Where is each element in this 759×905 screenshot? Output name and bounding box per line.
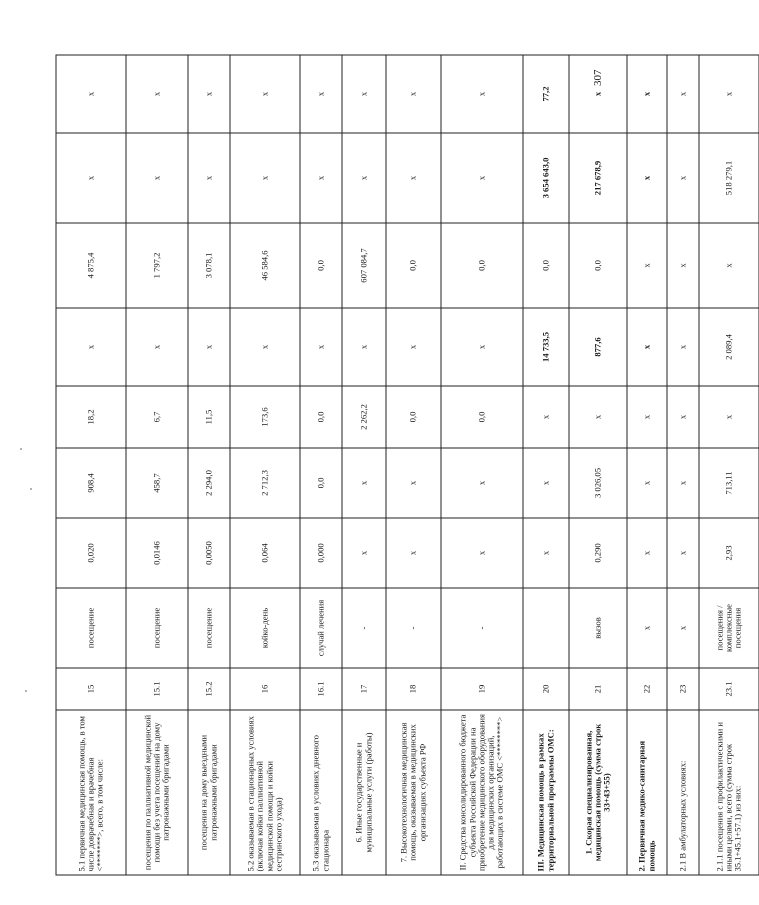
- page-number: 307: [592, 69, 604, 86]
- row-label: II. Средства консолидированного бюджета субъекта Российской Федерации на приобретение медицинского оборудования для медицинских организаций, работающих в системе ОМС <********>: [441, 710, 523, 875]
- value-cell: 173,6: [230, 386, 300, 448]
- unit-cell: -: [441, 588, 523, 668]
- value-cell: 2 262,2: [342, 386, 386, 448]
- table-row: [569, 55, 627, 875]
- unit-cell: койко-день: [230, 588, 300, 668]
- unit-cell: x: [627, 588, 667, 668]
- unit-cell: вызов: [569, 588, 627, 668]
- value-cell: x: [667, 448, 699, 518]
- value-cell: x: [300, 133, 342, 223]
- row-number: 17: [342, 668, 386, 710]
- value-cell: 0,0: [386, 386, 441, 448]
- value-cell: 77,2: [523, 55, 569, 133]
- value-cell: 0,0: [386, 223, 441, 308]
- unit-cell: [523, 588, 569, 668]
- table-row: [386, 55, 441, 875]
- value-cell: x: [126, 55, 188, 133]
- unit-cell: x: [667, 588, 699, 668]
- table-row: [56, 55, 126, 875]
- value-cell: 2 294,0: [188, 448, 230, 518]
- value-cell: 908,4: [56, 448, 126, 518]
- row-label: 2.1.1 посещения с профилактическими и иными целями, всего (сумма строк 35.1+45.1+57.1) из них:: [699, 710, 759, 875]
- value-cell: x: [523, 386, 569, 448]
- table-row: [627, 55, 667, 875]
- row-number: 15: [56, 668, 126, 710]
- value-cell: x: [569, 55, 627, 133]
- table-row: [699, 55, 759, 875]
- value-cell: 0,0: [569, 223, 627, 308]
- unit-cell: посещение: [56, 588, 126, 668]
- table-body: [56, 55, 759, 875]
- row-label: 6. Иные государственные и муниципальные услуги (работы): [342, 710, 386, 875]
- value-cell: 2 712,3: [230, 448, 300, 518]
- value-cell: x: [56, 308, 126, 386]
- value-cell: 0,064: [230, 518, 300, 588]
- value-cell: x: [56, 55, 126, 133]
- unit-cell: посещение: [188, 588, 230, 668]
- table-row: [188, 55, 230, 875]
- row-label: посещения по паллиативной медицинской помощи без учета посещений на дому патронажными бригадами: [126, 710, 188, 875]
- value-cell: x: [441, 518, 523, 588]
- value-cell: x: [667, 133, 699, 223]
- value-cell: 6,7: [126, 386, 188, 448]
- value-cell: x: [627, 223, 667, 308]
- row-number: 20: [523, 668, 569, 710]
- value-cell: x: [667, 308, 699, 386]
- row-number: 18: [386, 668, 441, 710]
- row-number: 16.1: [300, 668, 342, 710]
- unit-cell: посещения / комплексные посещения: [699, 588, 759, 668]
- value-cell: x: [386, 448, 441, 518]
- value-cell: 0,0146: [126, 518, 188, 588]
- value-cell: x: [523, 448, 569, 518]
- value-cell: 0,000: [300, 518, 342, 588]
- value-cell: x: [342, 308, 386, 386]
- value-cell: x: [230, 55, 300, 133]
- value-cell: x: [188, 55, 230, 133]
- row-number: 15.1: [126, 668, 188, 710]
- value-cell: x: [627, 308, 667, 386]
- value-cell: x: [188, 133, 230, 223]
- value-cell: x: [188, 308, 230, 386]
- row-label: 1. Скорая специализированная, медицинская помощь (сумма строк 33+43+55): [569, 710, 627, 875]
- value-cell: x: [667, 386, 699, 448]
- value-cell: x: [667, 223, 699, 308]
- value-cell: 11,5: [188, 386, 230, 448]
- value-cell: x: [126, 308, 188, 386]
- value-cell: 0,0: [441, 223, 523, 308]
- value-cell: x: [56, 133, 126, 223]
- value-cell: 0,0: [523, 223, 569, 308]
- value-cell: 0,0: [441, 386, 523, 448]
- value-cell: x: [627, 133, 667, 223]
- value-cell: x: [627, 448, 667, 518]
- value-cell: x: [342, 448, 386, 518]
- value-cell: x: [441, 55, 523, 133]
- row-number: 23: [667, 668, 699, 710]
- row-label: 5.1 первичная медицинская помощь, в том числе доврачебная и врачебная <*******>, всего, в том числе:: [56, 710, 126, 875]
- table-row: [230, 55, 300, 875]
- row-label: 5.3 оказываемая в условиях дневного стационара: [300, 710, 342, 875]
- rotated-table-container: [55, 55, 743, 875]
- table-row: [300, 55, 342, 875]
- value-cell: 518 279,1: [699, 133, 759, 223]
- value-cell: 46 584,6: [230, 223, 300, 308]
- row-label: 2.1 В амбулаторных условиях:: [667, 710, 699, 875]
- table-row: [441, 55, 523, 875]
- row-number: 15.2: [188, 668, 230, 710]
- value-cell: x: [300, 308, 342, 386]
- row-number: 23.1: [699, 668, 759, 710]
- value-cell: x: [627, 518, 667, 588]
- row-label: 7. Высокотехнологичная медицинская помощь, оказываемая в медицинских организациях субъекта РФ: [386, 710, 441, 875]
- value-cell: x: [627, 386, 667, 448]
- value-cell: x: [342, 518, 386, 588]
- value-cell: x: [441, 308, 523, 386]
- value-cell: x: [230, 133, 300, 223]
- value-cell: 0,0050: [188, 518, 230, 588]
- table-row: [126, 55, 188, 875]
- table-row: [342, 55, 386, 875]
- table-row: [523, 55, 569, 875]
- value-cell: 1 797,2: [126, 223, 188, 308]
- row-label: посещения на дому выездными патронажными бригадами: [188, 710, 230, 875]
- value-cell: x: [342, 55, 386, 133]
- value-cell: 0,0: [300, 386, 342, 448]
- row-label: III. Медицинская помощь в рамках территориальной программы ОМС:: [523, 710, 569, 875]
- value-cell: x: [126, 133, 188, 223]
- value-cell: 0,020: [56, 518, 126, 588]
- value-cell: 713,11: [699, 448, 759, 518]
- value-cell: x: [441, 448, 523, 518]
- value-cell: x: [386, 518, 441, 588]
- row-label: 2. Первичная медико-санитарная помощь: [627, 710, 667, 875]
- value-cell: x: [523, 518, 569, 588]
- value-cell: x: [342, 133, 386, 223]
- value-cell: x: [230, 308, 300, 386]
- value-cell: 0,290: [569, 518, 627, 588]
- value-cell: 607 084,7: [342, 223, 386, 308]
- medical-funding-table: [55, 54, 759, 875]
- value-cell: 877,6: [569, 308, 627, 386]
- scan-speck: [20, 448, 22, 450]
- table-row: [667, 55, 699, 875]
- value-cell: 2,93: [699, 518, 759, 588]
- value-cell: x: [667, 518, 699, 588]
- unit-cell: посещение: [126, 588, 188, 668]
- value-cell: 3 026,05: [569, 448, 627, 518]
- row-number: 19: [441, 668, 523, 710]
- row-number: 22: [627, 668, 667, 710]
- value-cell: x: [569, 386, 627, 448]
- scan-speck: [25, 690, 27, 692]
- unit-cell: случай лечения: [300, 588, 342, 668]
- value-cell: 4 875,4: [56, 223, 126, 308]
- unit-cell: -: [386, 588, 441, 668]
- value-cell: x: [699, 386, 759, 448]
- value-cell: x: [386, 133, 441, 223]
- value-cell: x: [667, 55, 699, 133]
- value-cell: 14 733,5: [523, 308, 569, 386]
- value-cell: 0,0: [300, 223, 342, 308]
- value-cell: x: [441, 133, 523, 223]
- value-cell: x: [699, 223, 759, 308]
- scan-speck: [30, 488, 32, 490]
- value-cell: x: [386, 308, 441, 386]
- unit-cell: -: [342, 588, 386, 668]
- value-cell: x: [300, 55, 342, 133]
- value-cell: 458,7: [126, 448, 188, 518]
- value-cell: 2 089,4: [699, 308, 759, 386]
- value-cell: 3 654 643,0: [523, 133, 569, 223]
- row-number: 21: [569, 668, 627, 710]
- value-cell: x: [386, 55, 441, 133]
- row-number: 16: [230, 668, 300, 710]
- value-cell: x: [699, 55, 759, 133]
- value-cell: 18,2: [56, 386, 126, 448]
- row-label: 5.2 оказываемая в стационарных условиях (включая койки паллиативной медицинской помощи и койки сестринского ухода): [230, 710, 300, 875]
- value-cell: 0,0: [300, 448, 342, 518]
- value-cell: 3 078,1: [188, 223, 230, 308]
- value-cell: 217 678,9: [569, 133, 627, 223]
- value-cell: x: [627, 55, 667, 133]
